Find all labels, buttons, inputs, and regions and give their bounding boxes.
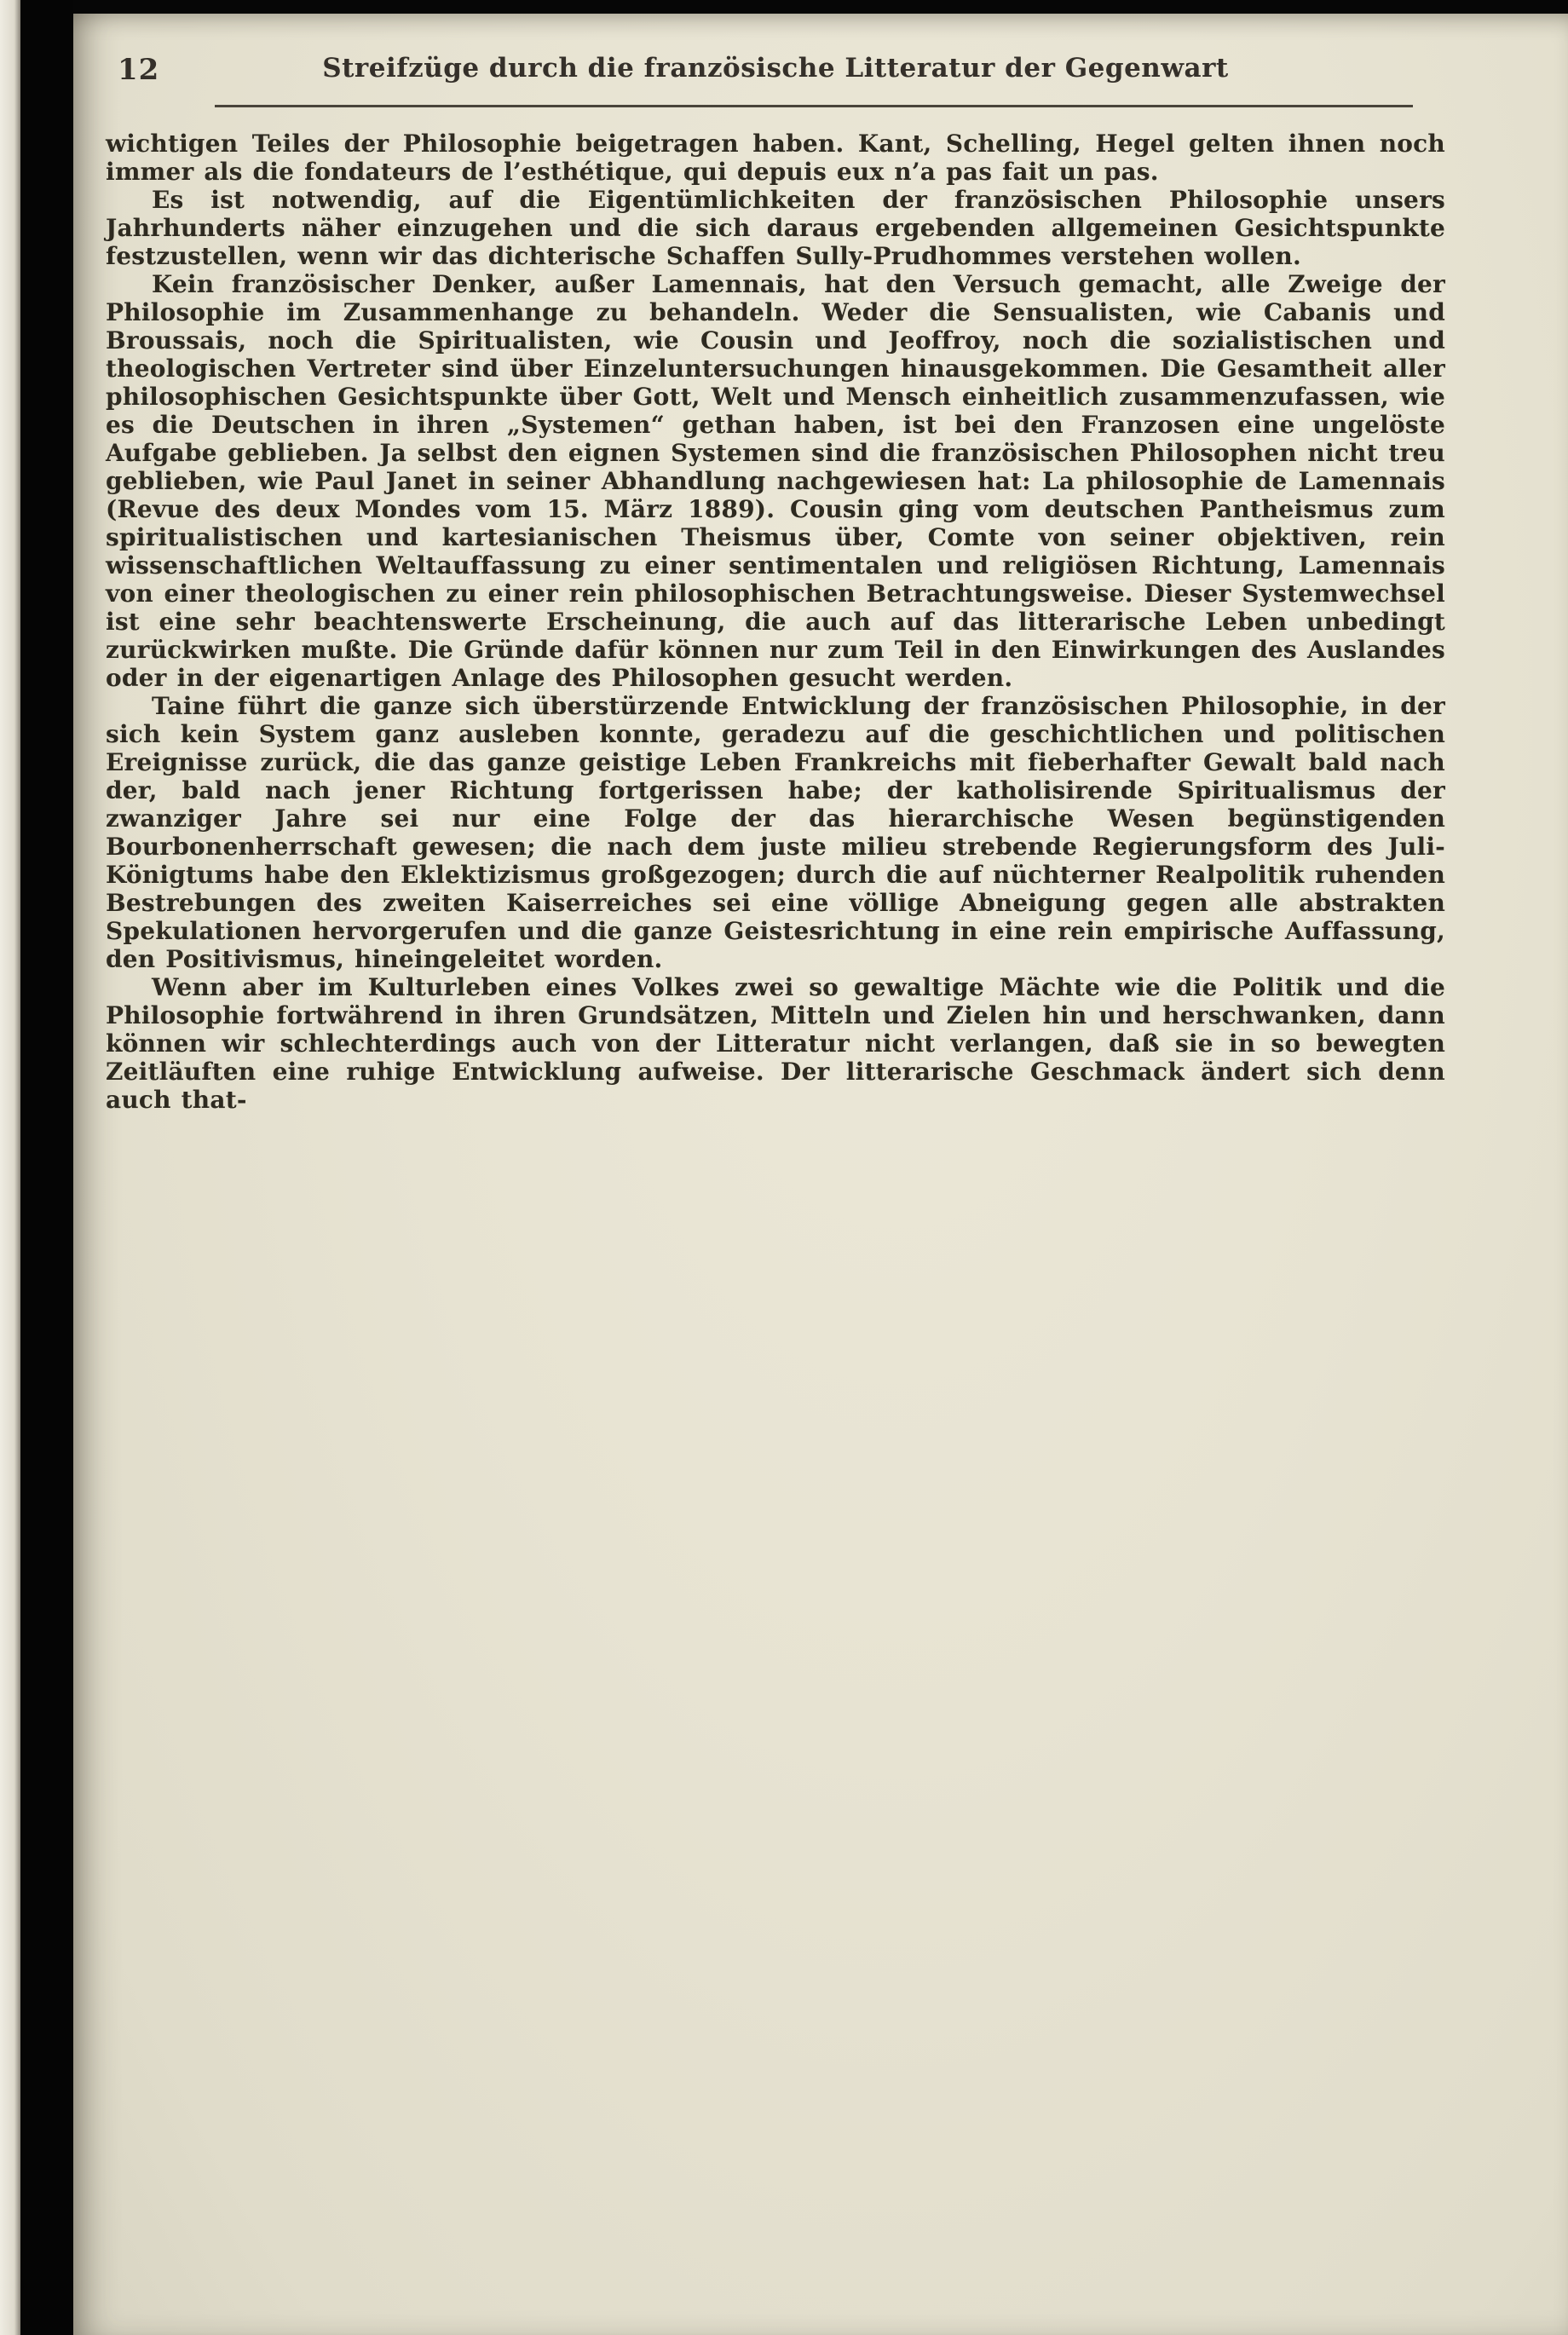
paragraph: wichtigen Teiles der Philosophie beigetragen haben. Kant, Schelling, Hegel gelten ihnen noch immer als die fondateurs de l’esthétique, qui depuis eux n’a pas fait un pas. [106, 130, 1445, 186]
running-header-title: Streifzüge durch die französische Litteratur der Gegenwart [322, 53, 1229, 84]
binding-shadow [20, 0, 73, 2335]
page-number: 12 [118, 53, 160, 87]
paragraph: Kein französischer Denker, außer Lamennais, hat den Versuch gemacht, alle Zweige der Philosophie im Zusammenhange zu behandeln. Weder die Sensualisten, wie Cabanis und Broussais, noch die Spiritualisten, wie Cousin und Jeoffroy, noch die sozialistischen und theologischen Vertreter sind über Einzeluntersuchungen hinausgekommen. Die Gesamtheit aller philosophischen Gesichtspunkte über Gott, Welt und Mensch einheitlich zusammenzufassen, wie es die Deutschen in ihren „Systemen“ gethan haben, ist bei den Franzosen eine ungelöste Aufgabe geblieben. Ja selbst den eignen Systemen sind die französischen Philosophen nicht treu geblieben, wie Paul Janet in seiner Abhandlung nachgewiesen hat: La philosophie de Lamennais (Revue des deux Mondes vom 15. März 1889). Cousin ging vom deutschen Pantheismus zum spiritualistischen und kartesianischen Theismus über, Comte von seiner objektiven, rein wissenschaftlichen Weltauffassung zu einer sentimentalen und religiösen Richtung, Lamennais von einer theologischen zu einer rein philosophischen Betrachtungsweise. Dieser Systemwechsel ist eine sehr beachtenswerte Erscheinung, die auch auf das litterarische Leben unbedingt zurückwirken mußte. Die Gründe dafür können nur zum Teil in den Einwirkungen des Auslandes oder in der eigenartigen Anlage des Philosophen gesucht werden. [106, 270, 1445, 692]
paragraph: Es ist notwendig, auf die Eigentümlichkeiten der französischen Philosophie unsers Jahrhunderts näher einzugehen und die sich daraus ergebenden allgemeinen Gesichtspunkte festzustellen, wenn wir das dichterische Schaffen Sully-Prudhommes verstehen wollen. [106, 186, 1445, 270]
body-text [106, 130, 1445, 1114]
header-rule [215, 105, 1413, 107]
book-page [73, 14, 1568, 2335]
paragraph: Taine führt die ganze sich überstürzende Entwicklung der französischen Philosophie, in der sich kein System ganz ausleben konnte, geradezu auf die geschichtlichen und politischen Ereignisse zurück, die das ganze geistige Leben Frankreichs mit fieberhafter Gewalt bald nach der, bald nach jener Richtung fortgerissen habe; der katholisirende Spiritualismus der zwanziger Jahre sei nur eine Folge der das hierarchische Wesen begünstigenden Bourbonenherrschaft gewesen; die nach dem juste milieu strebende Regierungsform des Juli-Königtums habe den Eklektizismus großgezogen; durch die auf nüchterner Realpolitik ruhenden Bestrebungen des zweiten Kaiserreiches sei eine völlige Abneigung gegen alle abstrakten Spekulationen hervorgerufen und die ganze Geistesrichtung in eine rein empirische Auffassung, den Positivismus, hineingeleitet worden. [106, 692, 1445, 973]
book-edge-strip [0, 0, 20, 2335]
paragraph: Wenn aber im Kulturleben eines Volkes zwei so gewaltige Mächte wie die Politik und die Philosophie fortwährend in ihren Grundsätzen, Mitteln und Zielen hin und herschwanken, dann können wir schlechterdings auch von der Litteratur nicht verlangen, daß sie in so bewegten Zeitläuften eine ruhige Entwicklung aufweise. Der litterarische Geschmack ändert sich denn auch that- [106, 973, 1445, 1114]
running-header [106, 48, 1445, 97]
page-content [106, 48, 1445, 1114]
